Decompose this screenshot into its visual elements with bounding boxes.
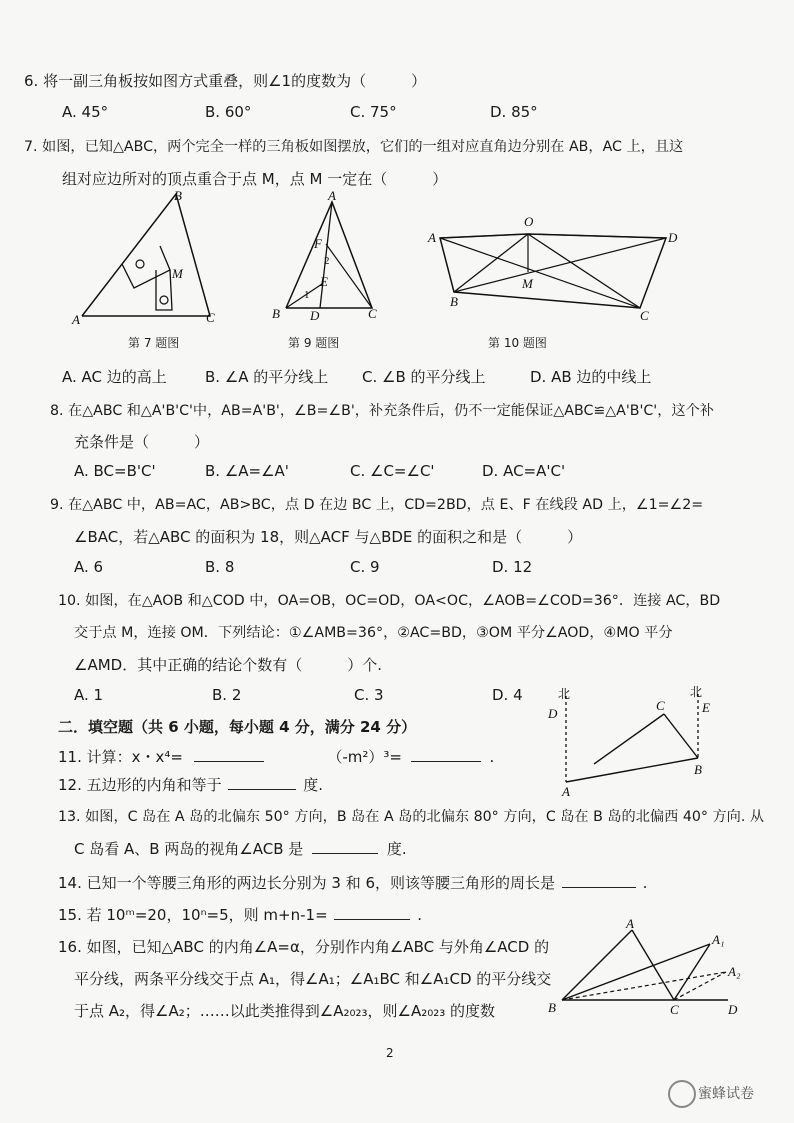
q11-blank-2[interactable] [411,747,481,762]
q13-blank[interactable] [312,839,378,854]
q14 [58,872,647,893]
fig9-label-1: 1 [304,289,310,301]
fig10-label-a: A [428,230,436,245]
q8-stem-line2: 充条件是（ ） [74,433,210,451]
fig16-label-a1: A₁ [712,932,725,947]
fig7-label-b: B [174,188,182,203]
q11-end: . [489,748,495,766]
q10-stem-line2: 交于点 M，连接 OM．下列结论：①∠AMB=36°，②AC=BD，③OM 平分∠AOD，④MO 平分 [74,625,673,641]
q6-option-d[interactable]: D. 85° [490,103,538,121]
q8-option-b[interactable]: B. ∠A=∠A' [205,462,289,480]
fig9-label-2: 2 [324,255,330,267]
fig9-caption: 第 9 题图 [288,336,340,350]
q9-stem-line1: 9. 在△ABC 中，AB=AC，AB>BC，点 D 在边 BC 上，CD=2BD，点 E、F 在线段 AD 上，∠1=∠2= [50,497,704,513]
q13-line2 [74,838,407,859]
q9-option-c[interactable]: C. 9 [350,558,380,576]
q7-stem-line2: 组对应边所对的顶点重合于点 M，点 M 一定在（ ） [62,170,448,188]
q13-stem-line1: 13. 如图，C 岛在 A 岛的北偏东 50° 方向，B 岛在 A 岛的北偏东 80° 方向，C 岛在 B 岛的北偏西 40° 方向. 从 [58,809,765,825]
watermark-text: 蜜蜂试卷 [698,1086,754,1102]
q7-option-a[interactable]: A. AC 边的高上 [62,368,167,386]
q12 [58,774,323,795]
q10-option-b[interactable]: B. 2 [212,686,242,704]
q10-option-c[interactable]: C. 3 [354,686,384,704]
q7-option-d[interactable]: D. AB 边的中线上 [530,368,652,386]
q15-end: . [417,906,422,924]
fig10-caption: 第 10 题图 [488,336,547,350]
q7-stem-line1: 7. 如图，已知△ABC，两个完全一样的三角板如图摆放，它们的一组对应直角边分别在 AB，AC 上，且这 [24,139,684,155]
q10-option-a[interactable]: A. 1 [74,686,104,704]
fig16-label-d: D [728,1002,738,1017]
q12-blank[interactable] [228,775,296,790]
fig10-label-m: M [522,276,533,291]
q13-text: C 岛看 A、B 两岛的视角∠ACB 是 [74,840,304,858]
q12-text: 12. 五边形的内角和等于 [58,776,222,794]
fig13-north-right: 北 [690,685,703,699]
fig7-label-m: M [172,266,183,281]
fig9-label-d: D [310,308,320,323]
q9-option-d[interactable]: D. 12 [492,558,533,576]
q16-stem-line3: 于点 A₂，得∠A₂；……以此类推得到∠A₂₀₂₃，则∠A₂₀₂₃ 的度数 [74,1002,496,1020]
figure-q10 [430,212,680,322]
q11-left-text: 11. 计算：x・x⁴= [58,748,183,766]
fig10-label-o: O [524,214,534,229]
q8-option-d[interactable]: D. AC=A'C' [482,462,566,480]
fig10-label-d: D [668,230,678,245]
q12-unit: 度. [303,776,323,794]
fig9-label-e: E [320,274,328,289]
q10-stem-line1: 10. 如图，在△AOB 和△COD 中，OA=OB，OC=OD，OA<OC，∠AOB=∠COD=36°．连接 AC，BD [58,593,721,609]
q11 [58,746,494,767]
fig9-label-b: B [272,306,280,321]
fig13-label-b: B [694,762,702,777]
q16-stem-line2: 平分线，两条平分线交于点 A₁，得∠A₁；∠A₁BC 和∠A₁CD 的平分线交 [74,970,552,988]
q14-end: . [642,874,648,892]
fig13-label-c: C [656,698,665,713]
q6-option-a[interactable]: A. 45° [62,103,109,121]
q11-blank-1[interactable] [194,747,264,762]
fig7-label-c: C [206,310,215,325]
q6-option-b[interactable]: B. 60° [205,103,252,121]
fig16-label-c: C [670,1002,679,1017]
page-number: 2 [386,1046,394,1060]
q14-text: 14. 已知一个等腰三角形的两边长分别为 3 和 6，则该等腰三角形的周长是 [58,874,556,892]
fig10-label-b: B [450,294,458,309]
q14-blank[interactable] [562,873,636,888]
watermark-logo-icon [668,1080,696,1108]
figure-q16 [548,918,748,1018]
fig16-label-a2: A₂ [728,964,741,979]
fig7-caption: 第 7 题图 [128,336,180,350]
figure-q9 [272,188,388,323]
fig13-north-left: 北 [558,687,571,701]
q15-blank[interactable] [334,905,410,920]
q9-stem-line2: ∠BAC，若△ABC 的面积为 18，则△ACF 与△BDE 的面积之和是（ ） [74,528,583,546]
q8-option-c[interactable]: C. ∠C=∠C' [350,462,435,480]
fig13-label-e: E [702,700,710,715]
q11-right-text: （-m²）³= [327,748,402,766]
section-2-title: 二．填空题（共 6 小题，每小题 4 分，满分 24 分） [58,718,417,736]
fig9-label-c: C [368,306,377,321]
fig10-label-c: C [640,308,649,323]
q9-option-a[interactable]: A. 6 [74,558,104,576]
fig9-label-f: F [314,236,322,251]
q10-stem-line3: ∠AMD．其中正确的结论个数有（ ）个. [74,656,382,674]
q7-option-c[interactable]: C. ∠B 的平分线上 [362,368,486,386]
q15-text: 15. 若 10ᵐ=20，10ⁿ=5，则 m+n-1= [58,906,328,924]
fig16-label-a: A [626,916,634,931]
q8-option-a[interactable]: A. BC=B'C' [74,462,156,480]
fig16-label-b: B [548,1000,556,1015]
q10-option-d[interactable]: D. 4 [492,686,523,704]
fig9-label-a: A [328,188,336,203]
figure-q7 [70,188,230,328]
q15 [58,904,422,925]
fig7-label-a: A [72,312,80,327]
q9-option-b[interactable]: B. 8 [205,558,235,576]
figure-q13 [548,685,718,799]
fig13-label-d: D [548,706,558,721]
q6-option-c[interactable]: C. 75° [350,103,397,121]
q7-option-b[interactable]: B. ∠A 的平分线上 [205,368,329,386]
q13-unit: 度. [386,840,407,858]
fig13-label-a: A [562,784,570,799]
q16-stem-line1: 16. 如图，已知△ABC 的内角∠A=α，分别作内角∠ABC 与外角∠ACD 的 [58,938,550,956]
q6-stem: 6. 将一副三角板按如图方式重叠，则∠1的度数为（ ） [24,72,427,90]
q8-stem-line1: 8. 在△ABC 和△A'B'C'中，AB=A'B'，∠B=∠B'，补充条件后，仍不一定能保证△ABC≌△A'B'C'，这个补 [50,403,714,419]
